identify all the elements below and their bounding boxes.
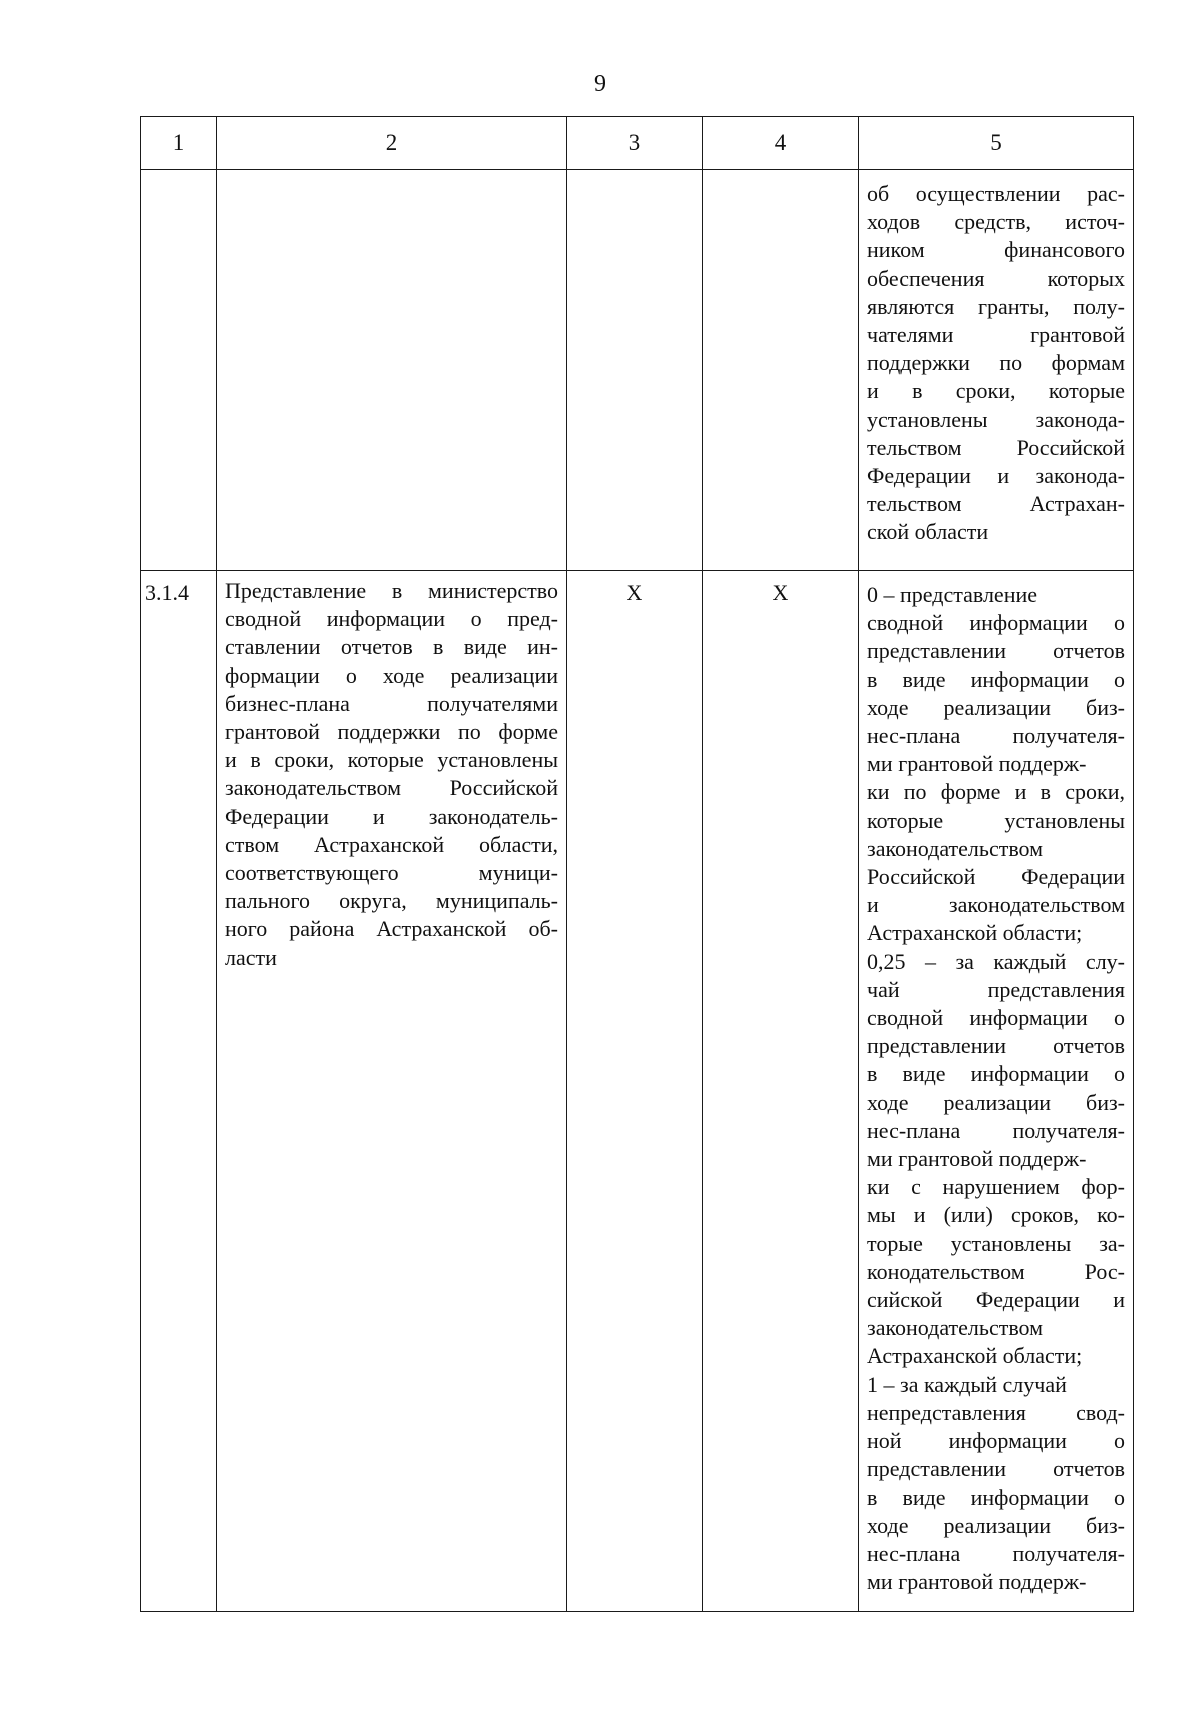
- text-line: бизнес-плана получателями: [225, 690, 558, 716]
- header-col-3: 3: [567, 117, 703, 170]
- header-col-2: 2: [217, 117, 567, 170]
- header-col-5: 5: [859, 117, 1134, 170]
- text-line: сводной информации о: [867, 610, 1125, 636]
- row-number-cell: [141, 571, 217, 1612]
- cont-col-5-text: [859, 170, 1133, 551]
- text-line: непредставления свод-: [867, 1399, 1125, 1425]
- cont-col-4: [703, 170, 859, 571]
- text-line: нес-плана получателя-: [867, 1540, 1125, 1566]
- text-line: тельством Российской: [867, 434, 1125, 460]
- text-line: сводной информации о пред-: [225, 606, 558, 632]
- text-line: в виде информации о: [867, 1484, 1125, 1510]
- text-line: которые установлены: [867, 807, 1125, 833]
- text-line: мы и (или) сроков, ко-: [867, 1202, 1125, 1228]
- text-line: ми грантовой поддерж-: [867, 1146, 1087, 1172]
- text-line: ми грантовой поддерж-: [867, 1569, 1087, 1595]
- row-description-text: [217, 571, 566, 976]
- row-col-3-cell: [567, 571, 703, 1612]
- text-line: сводной информации о: [867, 1005, 1125, 1031]
- row-col-4-mark: Х: [772, 580, 789, 605]
- text-line: представлении отчетов: [867, 638, 1125, 664]
- text-line: сийской Федерации и: [867, 1287, 1125, 1313]
- text-line: обеспечения которых: [867, 265, 1125, 291]
- cont-col-5: [859, 170, 1134, 571]
- cont-col-3: [567, 170, 703, 571]
- text-line: ходов средств, источ-: [867, 209, 1125, 235]
- text-line: торые установлены за-: [867, 1230, 1125, 1256]
- text-line: ником финансового: [867, 237, 1125, 263]
- text-line: законодательством: [867, 835, 1044, 861]
- indicator-table: [140, 116, 1134, 1612]
- text-line: законодательством: [867, 1315, 1044, 1341]
- text-line: ходе реализации биз-: [867, 1512, 1125, 1538]
- text-line: Федерации и законода-: [867, 463, 1125, 489]
- cont-col-1: [141, 170, 217, 571]
- row-description-cell: [217, 571, 567, 1612]
- text-line: ной информации о: [867, 1428, 1125, 1454]
- text-line: и в сроки, которые установлены: [225, 747, 558, 773]
- text-line: ством Астраханской области,: [225, 831, 558, 857]
- table-header-row: [141, 117, 1134, 170]
- text-line: ки по форме и в сроки,: [867, 779, 1125, 805]
- cont-col-2: [217, 170, 567, 571]
- text-line: ки с нарушением фор-: [867, 1174, 1125, 1200]
- text-line: Федерации и законодатель-: [225, 803, 558, 829]
- header-col-1: 1: [141, 117, 217, 170]
- text-line: ходе реализации биз-: [867, 1089, 1125, 1115]
- text-line: нес-плана получателя-: [867, 723, 1125, 749]
- text-line: Российской Федерации: [867, 864, 1125, 890]
- text-line: соответствующего муници-: [225, 860, 558, 886]
- row-col-4-cell: [703, 571, 859, 1612]
- text-line: чай представления: [867, 976, 1125, 1002]
- text-line: ставлении отчетов в виде ин-: [225, 634, 558, 660]
- text-line: являются гранты, полу-: [867, 293, 1125, 319]
- row-col-5-cell: [859, 571, 1134, 1612]
- text-line: конодательством Рос-: [867, 1258, 1125, 1284]
- row-col-5-text: [859, 571, 1133, 1600]
- text-line: представлении отчетов: [867, 1456, 1125, 1482]
- text-line: представлении отчетов: [867, 1033, 1125, 1059]
- table-row-3-1-4: [141, 571, 1134, 1612]
- text-line: Представление в министерство: [225, 578, 558, 603]
- text-line: формации о ходе реализации: [225, 662, 558, 688]
- text-line: установлены законода-: [867, 406, 1125, 432]
- text-line: законодательством Российской: [225, 775, 558, 801]
- text-line: грантовой поддержки по форме: [225, 719, 558, 745]
- row-number: 3.1.4: [145, 580, 189, 605]
- text-line: ходе реализации биз-: [867, 694, 1125, 720]
- text-line: поддержки по формам: [867, 350, 1125, 376]
- text-line: чателями грантовой: [867, 322, 1125, 348]
- text-line: нес-плана получателя-: [867, 1117, 1125, 1143]
- text-line: в виде информации о: [867, 666, 1125, 692]
- header-col-4: 4: [703, 117, 859, 170]
- text-line: 0,25 – за каждый слу-: [867, 948, 1125, 974]
- text-line: ской области: [867, 519, 989, 545]
- text-line: ми грантовой поддерж-: [867, 751, 1087, 777]
- text-line: пального округа, муниципаль-: [225, 888, 558, 914]
- text-line: в виде информации о: [867, 1061, 1125, 1087]
- text-line: 1 – за каждый случай: [867, 1371, 1067, 1397]
- text-line: 0 – представление: [867, 582, 1038, 607]
- text-line: тельством Астрахан-: [867, 491, 1125, 517]
- text-line: ласти: [225, 944, 277, 970]
- text-line: об осуществлении рас-: [867, 181, 1125, 206]
- text-line: и в сроки, которые: [867, 378, 1125, 404]
- row-col-3-mark: Х: [626, 580, 643, 605]
- text-line: Астраханской области;: [867, 1343, 1083, 1369]
- text-line: и законодательством: [867, 892, 1125, 918]
- text-line: Астраханской области;: [867, 920, 1083, 946]
- page-number: 9: [594, 71, 606, 97]
- text-line: ного района Астраханской об-: [225, 916, 558, 942]
- table-row-continuation: [141, 170, 1134, 571]
